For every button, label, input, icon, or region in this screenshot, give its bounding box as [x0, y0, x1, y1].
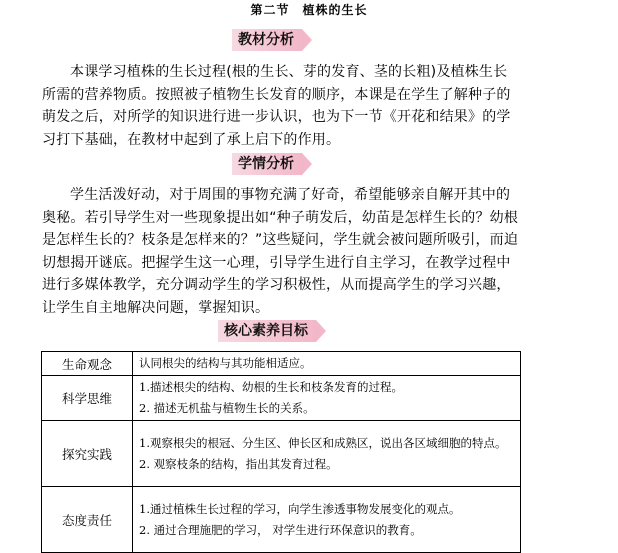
core-goals-table: [41, 351, 521, 553]
goal-line: 2. 通过合理施肥的学习， 对学生进行环保意识的教育。: [139, 522, 422, 537]
row-content: [133, 487, 521, 553]
heading-student-analysis: 学情分析: [232, 153, 302, 175]
heading-core-literacy-goals: 核心素养目标: [218, 320, 316, 342]
textbook-analysis-paragraph: 本课学习植株的生长过程(根的生长、芽的发育、茎的长粗)及植株生长所需的营养物质。按照被子植物生长发育的顺序，本课是在学生了解种子的萌发之后，对所学的知识进行进一步认识，也为下一节《开花和结果》的学习打下基础，在教材中起到了承上启下的作用。: [42, 64, 511, 148]
student-analysis-paragraph: 学生活泼好动，对于周围的事物充满了好奇，希望能够亲自解开其中的奥秘。若引导学生对一些现象提出如“种子萌发后，幼苗是怎样生长的？幼根是怎样生长的？枝条是怎样来的？”这些疑问，学生就会被问题所吸引，而迫切想揭开谜底。把握学生这一心理，引导学生进行自主学习，在教学过程中进行多媒体教学，充分调动学生的学习积极性，从而提高学生的学习兴趣，让学生自主地解决问题，掌握知识。: [42, 187, 519, 316]
goal-line: 1.通过植株生长过程的学习，向学生渗透事物发展变化的观点。: [139, 501, 461, 516]
table-row: [42, 421, 521, 487]
goal-line: 2. 观察枝条的结构，指出其发育过程。: [139, 456, 338, 471]
goal-line: 认同根尖的结构与其功能相适应。: [139, 356, 312, 370]
table-row: [42, 487, 521, 553]
row-content: [133, 376, 521, 421]
row-label: 探究实践: [42, 421, 133, 487]
goal-line: 2. 描述无机盐与植物生长的关系。: [139, 401, 315, 415]
row-content: [133, 421, 521, 487]
goal-line: 1.观察根尖的根冠、分生区、伸长区和成熟区，说出各区域细胞的特点。: [139, 435, 507, 450]
row-label: 科学思维: [42, 376, 133, 421]
row-content: [133, 352, 521, 376]
row-label: 态度责任: [42, 487, 133, 553]
table-row: [42, 376, 521, 421]
row-label: 生命观念: [42, 352, 133, 376]
section-title: 第二节 植株的生长: [250, 3, 368, 17]
heading-textbook-analysis: 教材分析: [232, 29, 302, 51]
goal-line: 1.描述根尖的结构、幼根的生长和枝条发育的过程。: [139, 380, 403, 394]
table-row: [42, 352, 521, 376]
